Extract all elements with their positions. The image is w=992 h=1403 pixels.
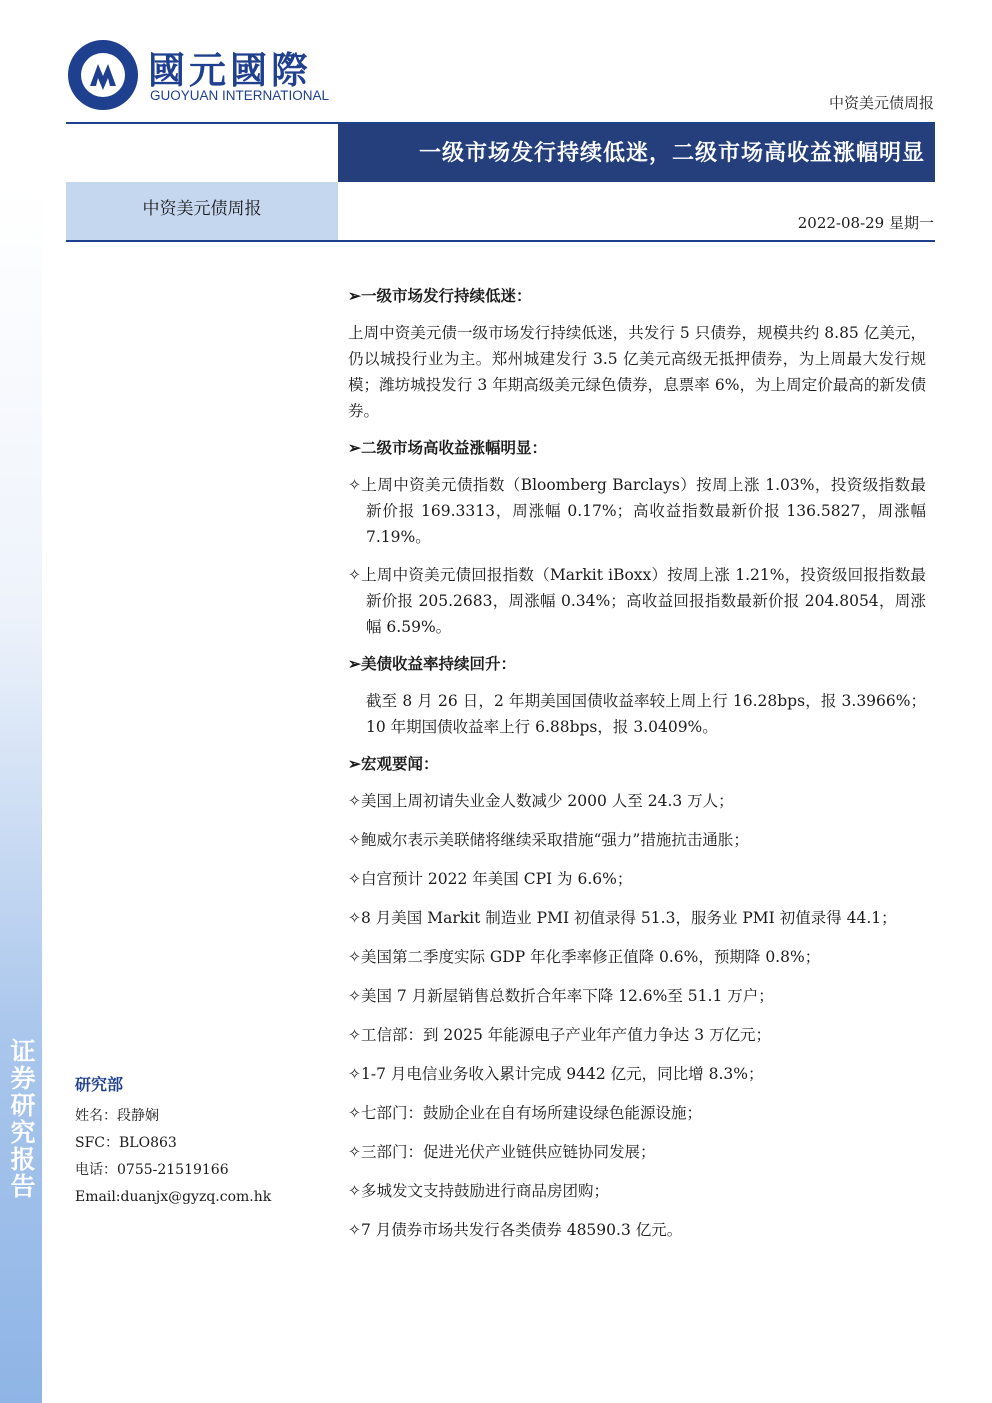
- list-item: ✧工信部：到 2025 年能源电子产业年产值力争达 3 万亿元；: [348, 1026, 772, 1044]
- section-text-treasury: 截至 8 月 26 日，2 年期美国国债收益率较上周上行 16.28bps，报 3.3966%；10 年期国债收益率上行 6.88bps，报 3.0409%。: [366, 692, 926, 736]
- report-category-box: 中资美元债周报: [66, 182, 338, 240]
- list-item: ✧美国上周初请失业金人数减少 2000 人至 24.3 万人；: [348, 792, 734, 810]
- company-logo: [66, 38, 346, 114]
- author-email[interactable]: Email:duanjx@gyzq.com.hk: [75, 1189, 272, 1205]
- sidebar-label: 证券研究报告: [7, 1038, 36, 1200]
- author-department: 研究部: [75, 1075, 124, 1094]
- section-heading-primary: ➢一级市场发行持续低迷：: [348, 286, 532, 305]
- list-item: ✧8 月美国 Markit 制造业 PMI 初值录得 51.3，服务业 PMI 初值录得 44.1；: [348, 909, 897, 927]
- section-heading-secondary: ➢二级市场高收益涨幅明显：: [348, 438, 547, 457]
- list-item: ✧白宫预计 2022 年美国 CPI 为 6.6%；: [348, 870, 633, 888]
- list-item: ✧七部门：鼓励企业在自有场所建设绿色能源设施；: [348, 1104, 702, 1122]
- list-item: ✧1-7 月电信业务收入累计完成 9442 亿元，同比增 8.3%；: [348, 1065, 764, 1083]
- list-item: ✧三部门：促进光伏产业链供应链协同发展；: [348, 1143, 656, 1161]
- section-heading-treasury: ➢美债收益率持续回升：: [348, 654, 516, 673]
- list-item: ✧美国 7 月新屋销售总数折合年率下降 12.6%至 51.1 万户；: [348, 987, 774, 1005]
- list-item: ✧美国第二季度实际 GDP 年化季率修正值降 0.6%，预期降 0.8%；: [348, 948, 821, 966]
- report-title: 一级市场发行持续低迷，二级市场高收益涨幅明显: [338, 124, 935, 182]
- report-type-label: 中资美元债周报: [828, 94, 934, 112]
- header-divider-bottom: [66, 240, 935, 242]
- author-name: 姓名：段静娴: [75, 1108, 159, 1124]
- list-item: ✧鲍威尔表示美联储将继续采取措施“强力”措施抗击通胀；: [348, 831, 749, 849]
- section-text-primary: 上周中资美元债一级市场发行持续低迷，共发行 5 只债券，规模共约 8.85 亿美元，仍以城投行业为主。郑州城建发行 3.5 亿美元高级无抵押债券，为上周最大发行规模；潍坊城投发行 3 年期高级美元绿色债券，息票率 6%，为上周定价最高的新发债券。: [348, 324, 926, 420]
- logo-name-cn: 國元國際: [148, 49, 312, 92]
- list-item: ✧上周中资美元债指数（Bloomberg Barclays）按周上涨 1.03%，投资级指数最新价报 169.3313，周涨幅 0.17%；高收益指数最新价报 136.5827，周涨幅 7.19%。: [348, 476, 926, 546]
- report-body: [348, 284, 926, 1256]
- report-date: 2022-08-29 星期一: [797, 214, 934, 232]
- list-item: ✧7 月债券市场共发行各类债券 48590.3 亿元。: [348, 1221, 683, 1239]
- list-item: ✧上周中资美元债回报指数（Markit iBoxx）按周上涨 1.21%，投资级回报指数最新价报 205.2683，周涨幅 0.34%；高收益回报指数最新价报 204.8054，周涨幅 6.59%。: [348, 566, 926, 636]
- section-heading-macro: ➢宏观要闻：: [348, 754, 439, 773]
- author-block: [75, 1072, 325, 1211]
- side-gradient-strip: [0, 185, 42, 1403]
- guoyuan-logo-icon: [66, 38, 140, 112]
- author-phone: 电话：0755-21519166: [75, 1162, 229, 1178]
- logo-name-en: GUOYUAN INTERNATIONAL: [150, 88, 330, 103]
- author-sfc: SFC：BLO863: [75, 1135, 177, 1151]
- list-item: ✧多城发文支持鼓励进行商品房团购；: [348, 1182, 609, 1200]
